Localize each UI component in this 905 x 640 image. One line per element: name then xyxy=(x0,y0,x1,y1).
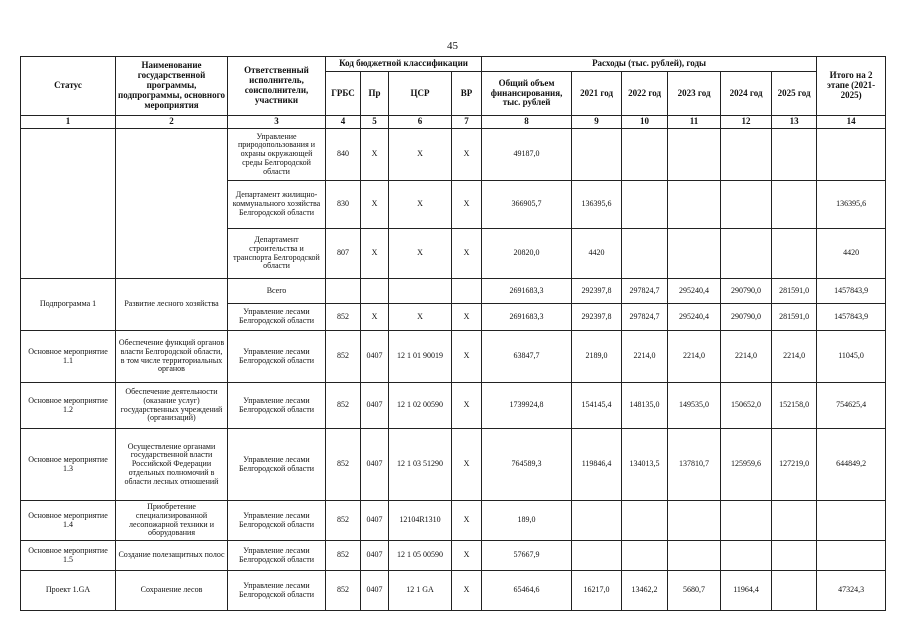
overall-cell: 63847,7 xyxy=(482,331,572,383)
csr-cell: 12 1 05 00590 xyxy=(389,541,452,571)
executor-cell: Управление природопользования и охраны окружающей среды Белгородской области xyxy=(228,129,326,181)
executor-cell: Управление лесами Белгородской области xyxy=(228,304,326,331)
status-cell: Проект 1.GA xyxy=(21,571,116,611)
year-2022-cell: 13462,2 xyxy=(622,571,668,611)
csr-cell xyxy=(389,279,452,304)
year-2022-cell xyxy=(622,541,668,571)
total-cell: 4420 xyxy=(817,229,886,279)
year-2023-cell xyxy=(668,501,721,541)
status-cell: Основное мероприятие 1.5 xyxy=(21,541,116,571)
year-2024-cell xyxy=(721,129,772,181)
year-2022-cell: 297824,7 xyxy=(622,304,668,331)
column-number: 4 xyxy=(326,116,361,129)
year-2024-cell xyxy=(721,229,772,279)
year-2023-cell xyxy=(668,129,721,181)
page-number: 45 xyxy=(447,40,458,52)
column-number: 13 xyxy=(772,116,817,129)
year-2024-cell: 125959,6 xyxy=(721,429,772,501)
executor-cell: Департамент строительства и транспорта Белгородской области xyxy=(228,229,326,279)
column-number: 2 xyxy=(116,116,228,129)
overall-cell: 764589,3 xyxy=(482,429,572,501)
csr-cell: 12 1 GA xyxy=(389,571,452,611)
year-2023-cell xyxy=(668,541,721,571)
pr-cell: 0407 xyxy=(361,501,389,541)
year-2025-cell xyxy=(772,129,817,181)
year-2025-cell xyxy=(772,181,817,229)
year-2021-cell: 154145,4 xyxy=(572,383,622,429)
grbs-cell: 852 xyxy=(326,304,361,331)
grbs-cell: 807 xyxy=(326,229,361,279)
vr-cell: X xyxy=(452,429,482,501)
column-number: 1 xyxy=(21,116,116,129)
grbs-cell: 852 xyxy=(326,429,361,501)
vr-cell: X xyxy=(452,229,482,279)
header-total: Итого на 2 этапе (2021-2025) xyxy=(817,57,886,116)
year-2021-cell: 136395,6 xyxy=(572,181,622,229)
column-number: 8 xyxy=(482,116,572,129)
csr-cell: 12 1 01 90019 xyxy=(389,331,452,383)
pr-cell: X xyxy=(361,304,389,331)
year-2022-cell xyxy=(622,181,668,229)
name-cell: Обеспечение деятельности (оказание услуг) государственных учреждений (организаций) xyxy=(116,383,228,429)
overall-cell: 189,0 xyxy=(482,501,572,541)
table-row xyxy=(21,571,886,611)
year-2023-cell: 2214,0 xyxy=(668,331,721,383)
grbs-cell xyxy=(326,279,361,304)
year-2022-cell xyxy=(622,229,668,279)
vr-cell: X xyxy=(452,571,482,611)
status-cell xyxy=(21,129,116,279)
header-expenses: Расходы (тыс. рублей), годы xyxy=(482,57,817,72)
year-2025-cell: 127219,0 xyxy=(772,429,817,501)
year-2024-cell xyxy=(721,541,772,571)
total-cell: 11045,0 xyxy=(817,331,886,383)
pr-cell: 0407 xyxy=(361,571,389,611)
header-executor: Ответственный исполнитель, соисполнители, участники xyxy=(228,57,326,116)
vr-cell xyxy=(452,279,482,304)
header-2025: 2025 год xyxy=(772,72,817,116)
year-2023-cell: 5680,7 xyxy=(668,571,721,611)
header-row-1 xyxy=(21,57,886,72)
year-2022-cell: 297824,7 xyxy=(622,279,668,304)
csr-cell: X xyxy=(389,229,452,279)
vr-cell: X xyxy=(452,304,482,331)
table-row xyxy=(21,383,886,429)
vr-cell: X xyxy=(452,501,482,541)
total-cell xyxy=(817,501,886,541)
grbs-cell: 830 xyxy=(326,181,361,229)
status-cell: Основное мероприятие 1.1 xyxy=(21,331,116,383)
column-number: 10 xyxy=(622,116,668,129)
column-number: 11 xyxy=(668,116,721,129)
grbs-cell: 852 xyxy=(326,331,361,383)
csr-cell: 12 1 03 51290 xyxy=(389,429,452,501)
column-number: 14 xyxy=(817,116,886,129)
executor-cell: Управление лесами Белгородской области xyxy=(228,429,326,501)
overall-cell: 2691683,3 xyxy=(482,304,572,331)
pr-cell: 0407 xyxy=(361,541,389,571)
year-2024-cell: 150652,0 xyxy=(721,383,772,429)
column-number: 6 xyxy=(389,116,452,129)
grbs-cell: 840 xyxy=(326,129,361,181)
status-cell: Основное мероприятие 1.2 xyxy=(21,383,116,429)
executor-cell: Управление лесами Белгородской области xyxy=(228,331,326,383)
overall-cell: 20820,0 xyxy=(482,229,572,279)
year-2022-cell: 148135,0 xyxy=(622,383,668,429)
vr-cell: X xyxy=(452,541,482,571)
header-vr: ВР xyxy=(452,72,482,116)
year-2025-cell: 152158,0 xyxy=(772,383,817,429)
year-2021-cell: 4420 xyxy=(572,229,622,279)
year-2025-cell: 281591,0 xyxy=(772,304,817,331)
pr-cell: X xyxy=(361,181,389,229)
year-2025-cell xyxy=(772,229,817,279)
year-2022-cell xyxy=(622,501,668,541)
year-2024-cell xyxy=(721,501,772,541)
header-grbs: ГРБС xyxy=(326,72,361,116)
header-budget-classification: Код бюджетной классификации xyxy=(326,57,482,72)
year-2022-cell xyxy=(622,129,668,181)
executor-cell: Управление лесами Белгородской области xyxy=(228,501,326,541)
table-row xyxy=(21,429,886,501)
pr-cell: X xyxy=(361,129,389,181)
year-2021-cell: 292397,8 xyxy=(572,279,622,304)
table-row xyxy=(21,331,886,383)
year-2021-cell: 2189,0 xyxy=(572,331,622,383)
column-number: 7 xyxy=(452,116,482,129)
vr-cell: X xyxy=(452,181,482,229)
year-2021-cell xyxy=(572,541,622,571)
status-cell: Основное мероприятие 1.3 xyxy=(21,429,116,501)
year-2023-cell: 149535,0 xyxy=(668,383,721,429)
name-cell xyxy=(116,129,228,279)
total-cell: 644849,2 xyxy=(817,429,886,501)
pr-cell: 0407 xyxy=(361,383,389,429)
executor-cell: Управление лесами Белгородской области xyxy=(228,541,326,571)
csr-cell: X xyxy=(389,129,452,181)
table-row xyxy=(21,279,886,304)
csr-cell: X xyxy=(389,304,452,331)
total-cell xyxy=(817,541,886,571)
name-cell: Осуществление органами государственной власти Российской Федерации отдельных полномочий в области лесных отношений xyxy=(116,429,228,501)
overall-cell: 57667,9 xyxy=(482,541,572,571)
grbs-cell: 852 xyxy=(326,571,361,611)
overall-cell: 366905,7 xyxy=(482,181,572,229)
vr-cell: X xyxy=(452,129,482,181)
pr-cell xyxy=(361,279,389,304)
pr-cell: 0407 xyxy=(361,429,389,501)
column-number: 5 xyxy=(361,116,389,129)
name-cell: Сохранение лесов xyxy=(116,571,228,611)
header-2021: 2021 год xyxy=(572,72,622,116)
grbs-cell: 852 xyxy=(326,501,361,541)
overall-cell: 2691683,3 xyxy=(482,279,572,304)
header-pr: Пр xyxy=(361,72,389,116)
executor-cell: Управление лесами Белгородской области xyxy=(228,571,326,611)
year-2022-cell: 2214,0 xyxy=(622,331,668,383)
overall-cell: 49187,0 xyxy=(482,129,572,181)
csr-cell: 12104R1310 xyxy=(389,501,452,541)
header-csr: ЦСР xyxy=(389,72,452,116)
table-row xyxy=(21,541,886,571)
year-2021-cell: 119846,4 xyxy=(572,429,622,501)
column-number-row xyxy=(21,116,886,129)
year-2023-cell: 295240,4 xyxy=(668,279,721,304)
pr-cell: 0407 xyxy=(361,331,389,383)
table-row xyxy=(21,129,886,181)
column-number: 12 xyxy=(721,116,772,129)
total-cell: 47324,3 xyxy=(817,571,886,611)
year-2021-cell xyxy=(572,129,622,181)
name-cell: Создание полезащитных полос xyxy=(116,541,228,571)
vr-cell: X xyxy=(452,331,482,383)
grbs-cell: 852 xyxy=(326,541,361,571)
header-name: Наименование государственной программы, подпрограммы, основного мероприятия xyxy=(116,57,228,116)
header-2023: 2023 год xyxy=(668,72,721,116)
year-2021-cell: 16217,0 xyxy=(572,571,622,611)
year-2023-cell xyxy=(668,181,721,229)
total-cell: 136395,6 xyxy=(817,181,886,229)
header-overall: Общий объем финансирования, тыс. рублей xyxy=(482,72,572,116)
year-2023-cell: 295240,4 xyxy=(668,304,721,331)
csr-cell: 12 1 02 00590 xyxy=(389,383,452,429)
name-cell: Обеспечение функций органов власти Белгородской области, в том числе территориальных органов xyxy=(116,331,228,383)
year-2022-cell: 134013,5 xyxy=(622,429,668,501)
budget-table xyxy=(20,56,886,611)
executor-cell: Департамент жилищно-коммунального хозяйства Белгородской области xyxy=(228,181,326,229)
vr-cell: X xyxy=(452,383,482,429)
header-2022: 2022 год xyxy=(622,72,668,116)
total-cell: 754625,4 xyxy=(817,383,886,429)
year-2024-cell: 290790,0 xyxy=(721,304,772,331)
year-2025-cell xyxy=(772,501,817,541)
header-status: Статус xyxy=(21,57,116,116)
year-2023-cell: 137810,7 xyxy=(668,429,721,501)
year-2021-cell: 292397,8 xyxy=(572,304,622,331)
status-cell: Основное мероприятие 1.4 xyxy=(21,501,116,541)
year-2025-cell: 281591,0 xyxy=(772,279,817,304)
year-2025-cell xyxy=(772,571,817,611)
year-2024-cell: 2214,0 xyxy=(721,331,772,383)
year-2025-cell xyxy=(772,541,817,571)
name-cell: Приобретение специализированной лесопожарной техники и оборудования xyxy=(116,501,228,541)
status-cell: Подпрограмма 1 xyxy=(21,279,116,331)
total-cell: 1457843,9 xyxy=(817,279,886,304)
column-number: 9 xyxy=(572,116,622,129)
year-2024-cell xyxy=(721,181,772,229)
total-cell xyxy=(817,129,886,181)
executor-cell: Управление лесами Белгородской области xyxy=(228,383,326,429)
year-2024-cell: 290790,0 xyxy=(721,279,772,304)
column-number: 3 xyxy=(228,116,326,129)
year-2023-cell xyxy=(668,229,721,279)
pr-cell: X xyxy=(361,229,389,279)
csr-cell: X xyxy=(389,181,452,229)
executor-cell: Всего xyxy=(228,279,326,304)
grbs-cell: 852 xyxy=(326,383,361,429)
year-2024-cell: 11964,4 xyxy=(721,571,772,611)
year-2021-cell xyxy=(572,501,622,541)
name-cell: Развитие лесного хозяйства xyxy=(116,279,228,331)
year-2025-cell: 2214,0 xyxy=(772,331,817,383)
overall-cell: 65464,6 xyxy=(482,571,572,611)
header-2024: 2024 год xyxy=(721,72,772,116)
table-row xyxy=(21,501,886,541)
total-cell: 1457843,9 xyxy=(817,304,886,331)
overall-cell: 1739924,8 xyxy=(482,383,572,429)
